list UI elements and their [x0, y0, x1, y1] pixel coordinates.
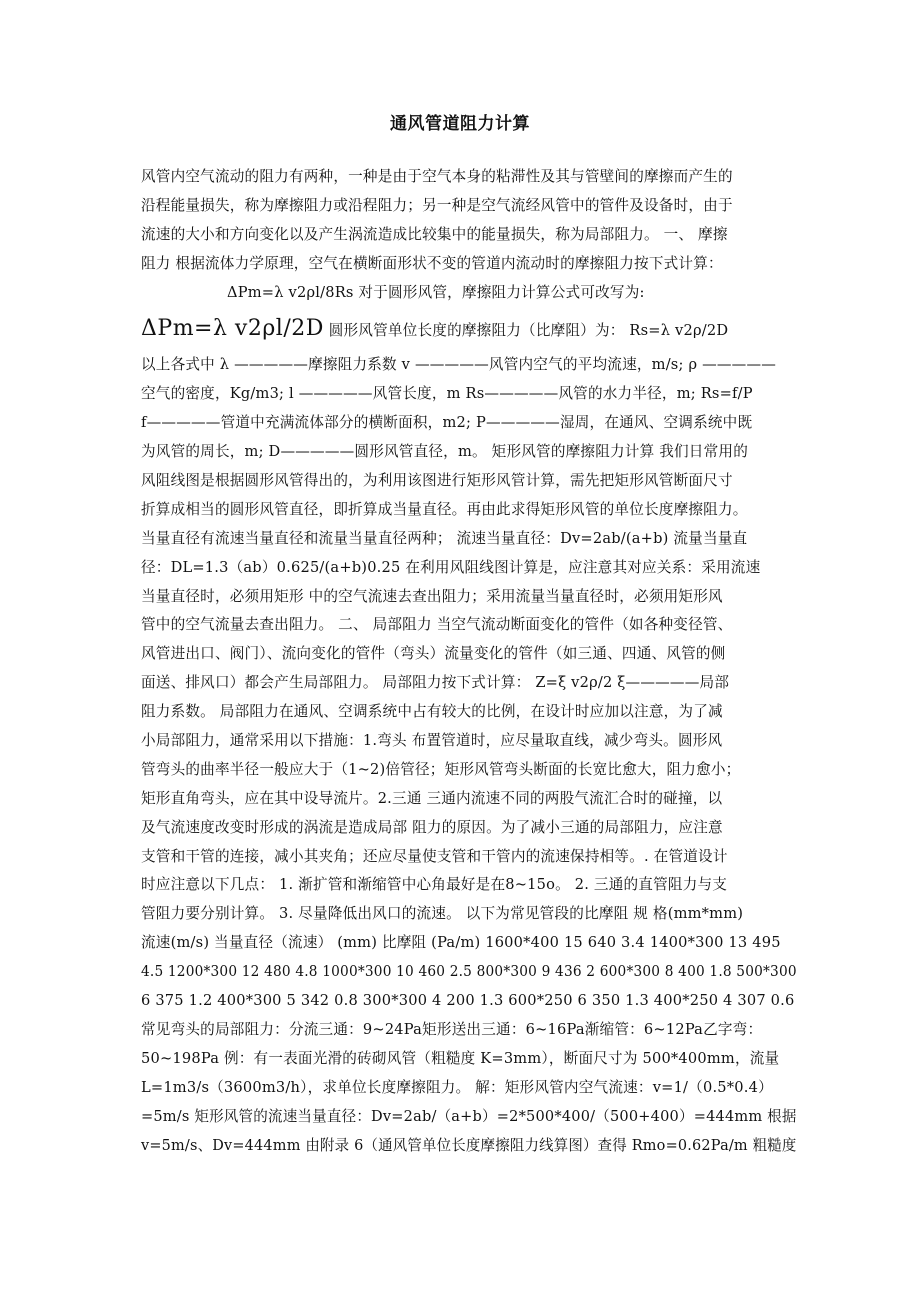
text-line: 常见弯头的局部阻力：分流三通：9~24Pa矩形送出三通：6~16Pa渐缩管：6~12Pa乙字弯： [141, 1020, 763, 1038]
big-formula-line [141, 307, 797, 351]
text-line: 风管进出口、阀门）、流向变化的管件（弯头）流量变化的管件（如三通、四通、风管的侧 [141, 645, 726, 663]
text-line: 当量直径时，必须用矩形 中的空气流速去查出阻力；采用流量当量直径时，必须用矩形风 [141, 587, 723, 605]
text-line: 径：DL=1.3（ab）0.625/(a+b)0.25 在利用风阻线图计算是，应注意其对应关系：采用流速 [141, 558, 761, 576]
text-line: 流速(m/s) 当量直径（流速） (mm) 比摩阻 (Pa/m) 1600*400 15 640 3.4 1400*300 13 495 [141, 934, 781, 952]
big-formula: ΔPm=λ v2ρl/2D [141, 316, 324, 342]
big-formula-tail: 圆形风管单位长度的摩擦阻力（比摩阻）为： Rs=λ v2ρ/2D [323, 322, 729, 340]
text-line: f—————管道中充满流体部分的横断面积，m2; P—————湿周，在通风、空调系统中既 [141, 414, 753, 432]
text-line: 当量直径有流速当量直径和流量当量直径两种； 流速当量直径：Dv=2ab/(a+b) 流量当量直 [141, 529, 748, 547]
text-line: 空气的密度，Kg/m3; l —————风管长度，m Rs—————风管的水力半径，m; Rs=f/P [141, 385, 753, 403]
text-line: 6 375 1.2 400*300 5 342 0.8 300*300 4 200 1.3 600*250 6 350 1.3 400*250 4 307 0.6 [141, 992, 795, 1010]
text-line: v=5m/s、Dv=444mm 由附录 6（通风管单位长度摩擦阻力线算图）查得 Rmo=0.62Pa/m 粗糙度 [141, 1136, 797, 1154]
text-line: 支管和干管的连接，减小其夹角；还应尽量使支管和干管内的流速保持相等。. 在管道设计 [141, 847, 728, 865]
text-line: 面送、排风口）都会产生局部阻力。 局部阻力按下式计算： Z=ξ v2ρ/2 ξ—————局部 [141, 674, 730, 692]
text-line: 及气流速度改变时形成的涡流是造成局部 阻力的原因。为了减小三通的局部阻力，应注意 [141, 818, 723, 836]
text-line: 风管内空气流动的阻力有两种，一种是由于空气本身的粘滞性及其与管壁间的摩擦而产生的 [141, 168, 733, 185]
text-line: =5m/s 矩形风管的流速当量直径：Dv=2ab/（a+b）=2*500*400/（500+400）=444mm 根据 [141, 1107, 797, 1125]
text-line: 4.5 1200*300 12 480 4.8 1000*300 10 460 2.5 800*300 9 436 2 600*300 8 400 1.8 500*300 [141, 963, 797, 981]
text-line: 沿程能量损失，称为摩擦阻力或沿程阻力；另一种是空气流经风管中的管件及设备时，由于 [141, 196, 733, 214]
text-line: 管中的空气流量去查出阻力。 二、 局部阻力 当空气流动断面变化的管件（如各种变径管、 [141, 616, 733, 634]
text-line: 风阻线图是根据圆形风管得出的，为利用该图进行矩形风管计算，需先把矩形风管断面尺寸 [141, 472, 733, 490]
text-line: 为风管的周长，m; D—————圆形风管直径，m。 矩形风管的摩擦阻力计算 我们日常用的 [141, 443, 748, 461]
text-line: 50~198Pa 例：有一表面光滑的砖砌风管（粗糙度 K=3mm），断面尺寸为 500*400mm，流量 [141, 1049, 780, 1067]
text-line: 时应注意以下几点： 1. 渐扩管和渐缩管中心角最好是在8~15o。 2. 三通的直管阻力与支 [141, 876, 728, 894]
text-line: 小局部阻力，通常采用以下措施：1.弯头 布置管道时，应尽量取直线，减少弯头。圆形风 [141, 732, 723, 750]
text-line: 矩形直角弯头，应在其中设导流片。2.三通 三通内流速不同的两股气流汇合时的碰撞，以 [141, 789, 723, 807]
text-line: 阻力系数。 局部阻力在通风、空调系统中占有较大的比例，在设计时应加以注意，为了减 [141, 703, 723, 721]
text-line: 以上各式中 λ —————摩擦阻力系数 v —————风管内空气的平均流速，m/s; ρ ————— [141, 356, 777, 374]
text-line: L=1m3/s（3600m3/h），求单位长度摩擦阻力。 解：矩形风管内空气流速：v=1/（0.5*0.4） [141, 1078, 773, 1096]
document-title: 通风管道阻力计算 [390, 114, 530, 134]
document-body [141, 163, 797, 1160]
text-line: 阻力 根据流体力学原理，空气在横断面形状不变的管道内流动时的摩擦阻力按下式计算： [141, 254, 723, 272]
text-line: 管阻力要分别计算。 3. 尽量降低出风口的流速。 以下为常见管段的比摩阻 规 格(mm*mm) [141, 905, 744, 923]
text-line: 折算成相当的圆形风管直径，即折算成当量直径。再由此求得矩形风管的单位长度摩擦阻力。 [141, 500, 748, 518]
formula-line: ΔPm=λ v2ρl/8Rs 对于圆形风管，摩擦阻力计算公式可改写为: [227, 283, 645, 301]
text-line: 流速的大小和方向变化以及产生涡流造成比较集中的能量损失，称为局部阻力。 一、 摩擦 [141, 225, 728, 243]
text-line: 管弯头的曲率半径一般应大于（1~2)倍管径；矩形风管弯头断面的长宽比愈大，阻力愈小； [141, 760, 741, 778]
